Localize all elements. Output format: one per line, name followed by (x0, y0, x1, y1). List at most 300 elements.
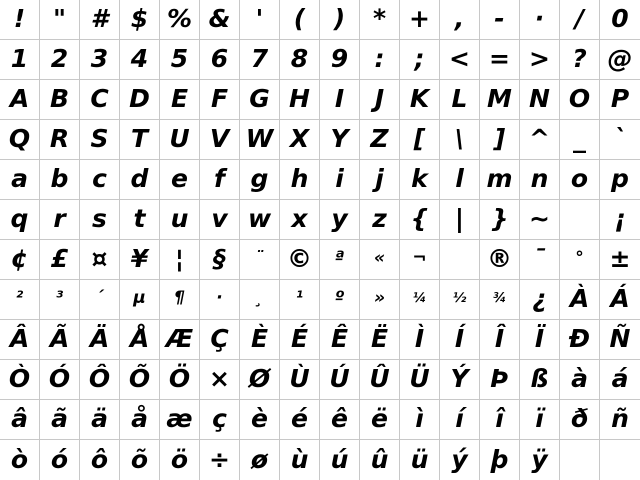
glyph-cell (440, 320, 480, 360)
glyph-character: ¦ (174, 244, 185, 273)
glyph-character: ô (90, 444, 109, 474)
glyph-cell (160, 240, 200, 280)
glyph-character: _ (573, 124, 586, 153)
glyph-character: ¬ (412, 248, 427, 268)
glyph-character: y (331, 204, 348, 233)
glyph-character: h (290, 164, 309, 193)
glyph-cell (560, 40, 600, 80)
glyph-character: 5 (170, 44, 189, 73)
glyph-cell (280, 440, 320, 480)
glyph-cell (600, 400, 640, 440)
glyph-cell (80, 40, 120, 80)
glyph-cell (320, 200, 360, 240)
glyph-character: L (451, 84, 468, 113)
glyph-character: ¿ (532, 284, 547, 313)
glyph-character: ^ (529, 124, 550, 153)
glyph-character: í (455, 404, 464, 433)
glyph-character: U (169, 124, 190, 153)
glyph-cell (360, 80, 400, 120)
glyph-character: Â (9, 324, 30, 353)
glyph-character: © (287, 244, 312, 273)
glyph-cell (120, 200, 160, 240)
glyph-cell (400, 80, 440, 120)
glyph-character: û (370, 444, 389, 474)
glyph-character: Ú (329, 364, 350, 393)
glyph-cell (560, 400, 600, 440)
glyph-cell (400, 440, 440, 480)
glyph-cell (240, 160, 280, 200)
glyph-cell (40, 400, 80, 440)
glyph-character: c (92, 164, 107, 193)
glyph-character: t (133, 204, 146, 233)
glyph-character: + (409, 4, 430, 33)
glyph-character: s (92, 204, 107, 233)
glyph-character: " (52, 4, 67, 33)
glyph-cell (200, 40, 240, 80)
glyph-character: G (249, 84, 270, 113)
glyph-cell (320, 360, 360, 400)
glyph-cell (440, 0, 480, 40)
glyph-character: ë (371, 404, 388, 433)
glyph-cell (520, 40, 560, 80)
glyph-character: Z (370, 124, 389, 153)
glyph-cell (520, 120, 560, 160)
glyph-character: » (373, 288, 386, 308)
glyph-cell (360, 240, 400, 280)
glyph-cell (120, 160, 160, 200)
glyph-cell (600, 160, 640, 200)
glyph-cell (40, 200, 80, 240)
glyph-cell (360, 200, 400, 240)
glyph-cell (240, 440, 280, 480)
glyph-cell (200, 200, 240, 240)
glyph-cell (360, 320, 400, 360)
glyph-cell (320, 240, 360, 280)
glyph-character: Ô (88, 364, 111, 393)
glyph-character: Ü (409, 364, 430, 393)
glyph-cell (40, 120, 80, 160)
glyph-cell (520, 240, 560, 280)
glyph-cell (360, 400, 400, 440)
glyph-character: J (374, 84, 385, 113)
glyph-character: T (130, 124, 149, 153)
glyph-cell (560, 80, 600, 120)
glyph-character: f (214, 164, 225, 193)
glyph-cell (280, 320, 320, 360)
glyph-character: k (411, 164, 428, 193)
glyph-cell (240, 200, 280, 240)
glyph-character: O (568, 84, 591, 113)
glyph-cell (360, 160, 400, 200)
glyph-cell (560, 360, 600, 400)
glyph-cell (520, 200, 560, 240)
glyph-cell (120, 0, 160, 40)
glyph-cell (280, 360, 320, 400)
glyph-cell (200, 280, 240, 320)
glyph-character: ¼ (412, 291, 427, 306)
glyph-cell (520, 280, 560, 320)
glyph-character: ± (609, 244, 631, 273)
glyph-character: E (170, 84, 189, 113)
glyph-cell (600, 0, 640, 40)
glyph-character: × (209, 364, 230, 393)
glyph-character: W (245, 124, 274, 153)
glyph-cell (120, 120, 160, 160)
glyph-cell (160, 160, 200, 200)
glyph-cell (200, 80, 240, 120)
glyph-cell (400, 0, 440, 40)
glyph-cell (40, 0, 80, 40)
glyph-cell (40, 360, 80, 400)
glyph-cell (80, 320, 120, 360)
glyph-character: H (289, 84, 310, 113)
glyph-character: Û (369, 364, 390, 393)
glyph-cell (400, 360, 440, 400)
glyph-character: ¶ (174, 288, 185, 308)
glyph-character: ~ (529, 204, 550, 233)
glyph-character: Ê (330, 324, 349, 353)
glyph-character: ä (91, 404, 108, 433)
glyph-cell (160, 0, 200, 40)
glyph-cell (320, 0, 360, 40)
glyph-character: ¢ (10, 244, 29, 273)
glyph-character: / (574, 4, 585, 33)
glyph-cell (200, 160, 240, 200)
glyph-cell (480, 320, 520, 360)
glyph-cell (560, 240, 600, 280)
glyph-character: è (251, 404, 268, 433)
glyph-character: ¥ (130, 244, 149, 273)
glyph-character: ü (410, 444, 429, 474)
glyph-character: ` (613, 124, 627, 153)
glyph-cell (440, 120, 480, 160)
glyph-cell (280, 200, 320, 240)
glyph-cell (80, 240, 120, 280)
glyph-cell (160, 360, 200, 400)
glyph-cell (120, 280, 160, 320)
glyph-cell (200, 320, 240, 360)
glyph-character: ³ (55, 288, 64, 308)
glyph-cell (400, 240, 440, 280)
glyph-cell (360, 0, 400, 40)
glyph-character: P (610, 84, 630, 113)
glyph-cell (440, 240, 480, 280)
glyph-cell (560, 120, 600, 160)
glyph-character: a (11, 164, 28, 193)
glyph-cell (160, 80, 200, 120)
glyph-character: o (570, 164, 589, 193)
glyph-character: z (372, 204, 387, 233)
glyph-character: · (534, 4, 545, 33)
glyph-cell (240, 120, 280, 160)
glyph-character: D (129, 84, 150, 113)
glyph-character: ã (51, 404, 68, 433)
glyph-cell (560, 280, 600, 320)
glyph-cell (360, 360, 400, 400)
glyph-character: º (334, 288, 345, 308)
glyph-character: 0 (611, 4, 629, 33)
glyph-character: N (529, 84, 550, 113)
glyph-character: $ (130, 4, 149, 33)
glyph-cell (480, 40, 520, 80)
glyph-character: À (569, 284, 590, 313)
glyph-cell (600, 240, 640, 280)
glyph-character: b (50, 164, 69, 193)
glyph-cell (600, 80, 640, 120)
glyph-cell (200, 360, 240, 400)
glyph-character: Þ (490, 364, 509, 393)
glyph-cell (240, 400, 280, 440)
glyph-cell (0, 400, 40, 440)
glyph-cell (520, 0, 560, 40)
glyph-character: ¯ (533, 244, 546, 273)
glyph-cell (0, 0, 40, 40)
glyph-cell (280, 120, 320, 160)
glyph-character: ý (451, 444, 468, 474)
glyph-cell (320, 160, 360, 200)
glyph-character: ! (13, 4, 26, 33)
glyph-cell (480, 200, 520, 240)
glyph-cell (160, 280, 200, 320)
glyph-cell (480, 280, 520, 320)
glyph-cell (0, 320, 40, 360)
glyph-cell (520, 80, 560, 120)
glyph-cell (280, 160, 320, 200)
glyph-character: Ì (414, 324, 425, 353)
glyph-cell (480, 400, 520, 440)
glyph-character: å (131, 404, 148, 433)
glyph-character: \ (454, 124, 465, 153)
glyph-character: l (455, 164, 464, 193)
glyph-character: ì (415, 404, 424, 433)
glyph-cell (240, 320, 280, 360)
glyph-character: Ñ (609, 324, 631, 353)
glyph-cell (160, 40, 200, 80)
glyph-cell (440, 80, 480, 120)
glyph-cell (0, 80, 40, 120)
glyph-character: K (409, 84, 430, 113)
glyph-cell (400, 320, 440, 360)
glyph-character: î (495, 404, 504, 433)
glyph-character: ù (290, 444, 309, 474)
glyph-character: g (250, 164, 269, 193)
glyph-cell (160, 320, 200, 360)
glyph-cell (40, 320, 80, 360)
glyph-cell (480, 0, 520, 40)
glyph-character: á (611, 364, 629, 393)
glyph-cell (520, 440, 560, 480)
glyph-cell (480, 160, 520, 200)
glyph-character: # (90, 4, 109, 33)
glyph-character: Á (610, 284, 630, 313)
glyph-character: S (90, 124, 109, 153)
glyph-cell (440, 40, 480, 80)
glyph-cell (600, 200, 640, 240)
glyph-character: ² (15, 288, 24, 308)
glyph-cell (320, 120, 360, 160)
glyph-character: Ý (450, 364, 469, 393)
glyph-character: µ (133, 288, 146, 308)
glyph-cell (560, 320, 600, 360)
glyph-character: Q (8, 124, 31, 153)
glyph-cell (560, 0, 600, 40)
glyph-character: Õ (128, 364, 151, 393)
glyph-cell (560, 200, 600, 240)
glyph-character: m (486, 164, 513, 193)
glyph-character: 2 (50, 44, 69, 73)
glyph-character: ' (255, 4, 264, 33)
glyph-cell (440, 400, 480, 440)
glyph-character: 4 (130, 44, 149, 73)
glyph-cell (240, 0, 280, 40)
glyph-character: ç (212, 404, 227, 433)
glyph-cell (160, 200, 200, 240)
glyph-character: p (611, 164, 629, 193)
glyph-character: ® (487, 244, 512, 273)
glyph-cell (320, 280, 360, 320)
glyph-character: } (490, 204, 509, 233)
glyph-character: ¤ (91, 244, 108, 273)
glyph-character: 3 (90, 44, 109, 73)
glyph-character: Ù (289, 364, 310, 393)
glyph-cell (480, 440, 520, 480)
glyph-cell (600, 280, 640, 320)
glyph-character: ? (572, 44, 587, 73)
glyph-cell (80, 120, 120, 160)
glyph-cell (240, 280, 280, 320)
glyph-character: · (216, 288, 223, 308)
glyph-cell (200, 400, 240, 440)
glyph-cell (520, 400, 560, 440)
glyph-character: X (289, 124, 310, 153)
glyph-character: Í (454, 324, 465, 353)
glyph-character: É (290, 324, 309, 353)
glyph-cell (240, 40, 280, 80)
glyph-cell (0, 360, 40, 400)
glyph-character: | (454, 204, 465, 233)
glyph-character: % (166, 4, 193, 33)
glyph-cell (200, 440, 240, 480)
glyph-character: w (247, 204, 272, 233)
glyph-cell (520, 160, 560, 200)
glyph-character: ½ (452, 291, 467, 306)
glyph-character: j (375, 164, 384, 193)
glyph-character: i (335, 164, 344, 193)
glyph-cell (480, 80, 520, 120)
glyph-cell (440, 440, 480, 480)
glyph-cell (320, 40, 360, 80)
glyph-character: § (213, 244, 226, 273)
glyph-cell (240, 80, 280, 120)
glyph-character: ; (414, 44, 425, 73)
glyph-character: æ (166, 404, 193, 433)
glyph-cell (440, 280, 480, 320)
glyph-character: â (11, 404, 28, 433)
glyph-cell (120, 240, 160, 280)
glyph-character: B (49, 84, 70, 113)
glyph-character: Y (330, 124, 349, 153)
glyph-cell (40, 80, 80, 120)
glyph-cell (360, 280, 400, 320)
glyph-cell (320, 320, 360, 360)
glyph-cell (280, 400, 320, 440)
glyph-cell (520, 320, 560, 360)
glyph-character: « (373, 248, 386, 268)
glyph-character: > (529, 44, 550, 73)
glyph-character: ú (330, 444, 349, 474)
glyph-character: ø (250, 444, 269, 474)
glyph-character: ° (575, 248, 584, 268)
glyph-character: ß (530, 364, 549, 393)
glyph-character: Ä (89, 324, 110, 353)
glyph-character: d (130, 164, 149, 193)
glyph-cell (600, 40, 640, 80)
glyph-character: e (171, 164, 188, 193)
glyph-cell (440, 360, 480, 400)
glyph-character: , (454, 4, 465, 33)
glyph-cell (280, 280, 320, 320)
glyph-cell (400, 400, 440, 440)
glyph-character: F (210, 84, 229, 113)
glyph-character: Ï (534, 324, 545, 353)
glyph-cell (0, 120, 40, 160)
glyph-cell (400, 280, 440, 320)
glyph-cell (0, 200, 40, 240)
glyph-character: 7 (250, 44, 269, 73)
glyph-character: È (250, 324, 269, 353)
glyph-cell (360, 120, 400, 160)
glyph-character: q (10, 204, 29, 233)
glyph-cell (360, 440, 400, 480)
glyph-cell (320, 400, 360, 440)
glyph-character: Ø (248, 364, 271, 393)
glyph-cell (0, 40, 40, 80)
glyph-cell (240, 240, 280, 280)
glyph-character: ) (333, 4, 346, 33)
glyph-character: ª (334, 248, 345, 268)
glyph-cell (80, 80, 120, 120)
glyph-character: * (372, 4, 387, 33)
glyph-cell (40, 160, 80, 200)
glyph-character: [ (413, 124, 426, 153)
glyph-cell (600, 360, 640, 400)
glyph-character: M (487, 84, 512, 113)
glyph-cell (80, 0, 120, 40)
glyph-character: v (211, 204, 228, 233)
glyph-cell (200, 240, 240, 280)
glyph-character: Ã (49, 324, 70, 353)
glyph-character: Ð (568, 324, 591, 353)
glyph-cell (160, 400, 200, 440)
glyph-cell (400, 200, 440, 240)
glyph-character: n (530, 164, 549, 193)
glyph-character: I (334, 84, 345, 113)
glyph-character: - (494, 4, 505, 33)
glyph-character: Ë (370, 324, 389, 353)
glyph-character: ] (493, 124, 506, 153)
glyph-cell (80, 280, 120, 320)
glyph-cell (160, 120, 200, 160)
glyph-cell (320, 440, 360, 480)
glyph-character: 1 (10, 44, 29, 73)
glyph-cell (480, 120, 520, 160)
glyph-cell (40, 440, 80, 480)
glyph-cell (40, 240, 80, 280)
glyph-character: ÿ (531, 444, 548, 474)
glyph-cell (120, 400, 160, 440)
glyph-cell (120, 80, 160, 120)
glyph-cell (280, 40, 320, 80)
